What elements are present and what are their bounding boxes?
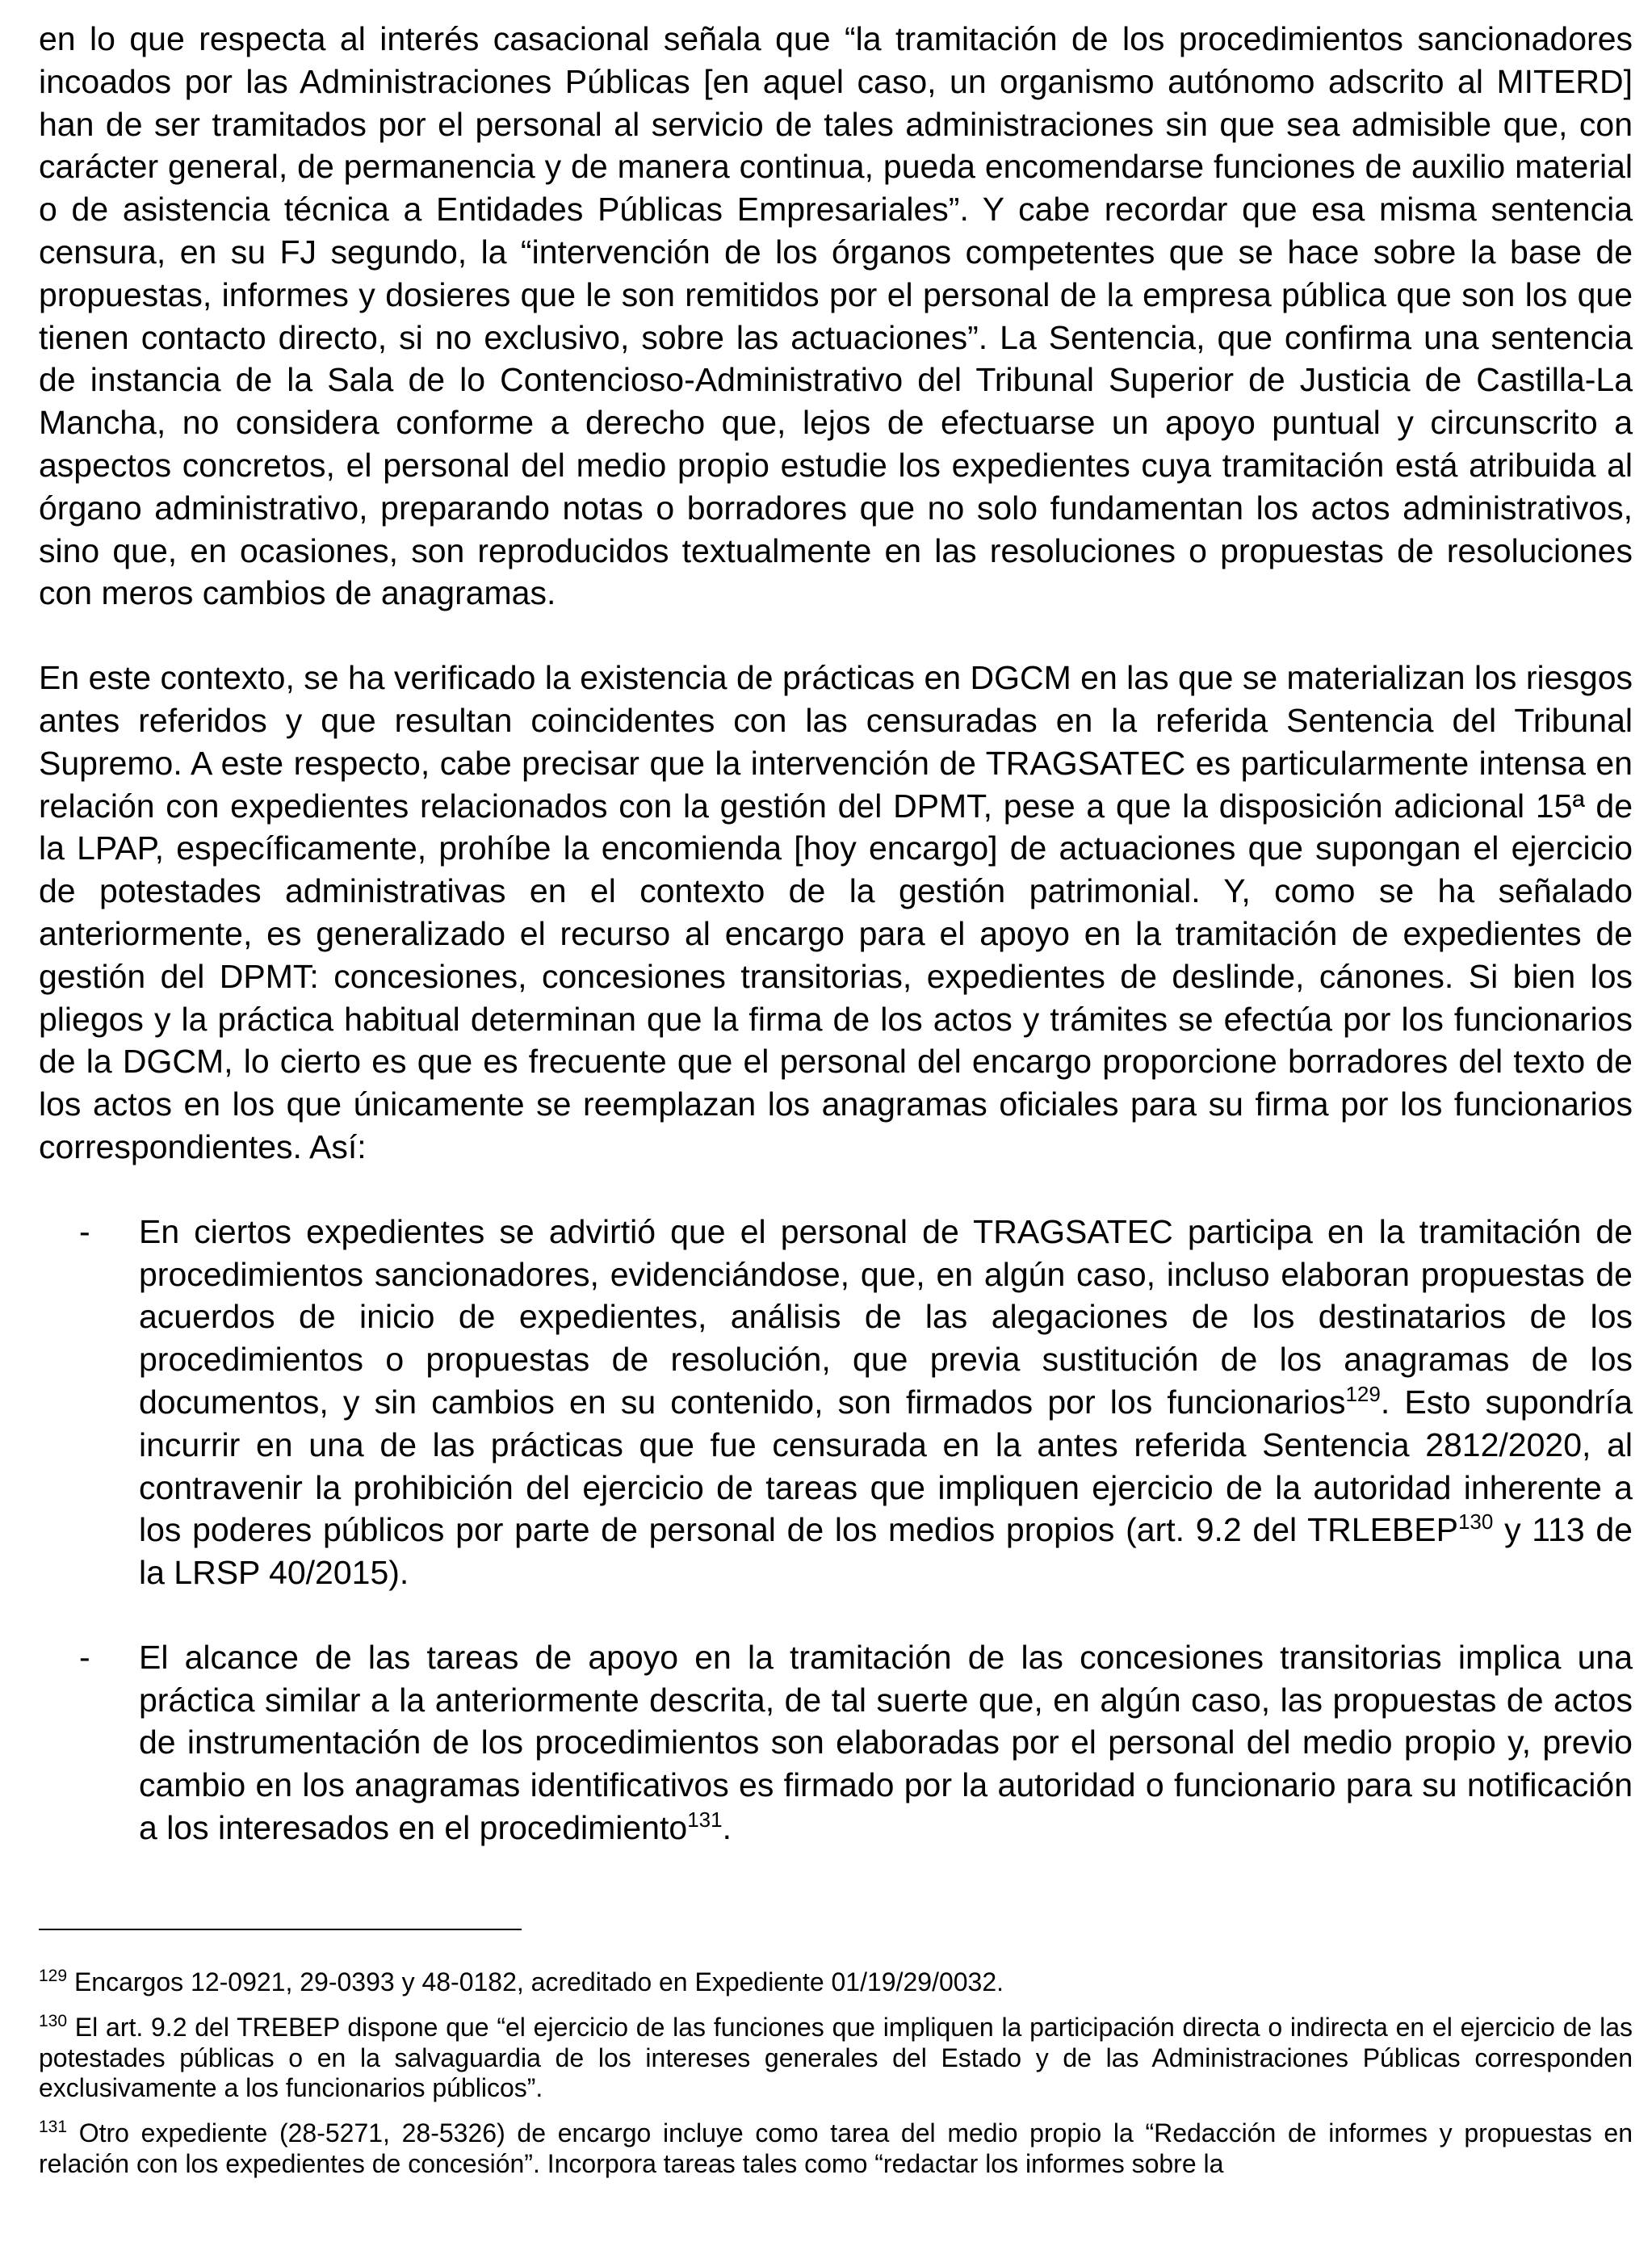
bullet-text: . Esto supondría incurrir en una de las prácticas que fue censurada en la antes referida Sentencia 2812/2020, al contravenir la prohibición del ejercicio de tareas que impliquen ejercicio de la autoridad inherente a los poderes públicos por parte de personal de los medios propios (art. 9.2 del TRLEBEP (139, 1383, 1633, 1549)
footnote-129 (39, 1967, 1633, 1998)
footnote-ref-129[interactable]: 129 (1345, 1381, 1381, 1406)
bullet-text: El alcance de las tareas de apoyo en la tramitación de las concesiones transitorias implica una práctica similar a la anteriormente descrita, de tal suerte que, en algún caso, las propuestas de actos de instrumentación de los procedimientos son elaboradas por el personal del medio propio y, previo cambio en los anagramas identificativos es firmado por la autoridad o funcionario para su notificación a los interesados en el procedimiento (139, 1638, 1633, 1847)
footnote-number: 130 (39, 2011, 68, 2030)
footnote-text: El art. 9.2 del TREBEP dispone que “el ejercicio de las funciones que impliquen la participación directa o indirecta en el ejercicio de las potestades públicas o en la salvaguardia de los intereses generales del Estado y de las Administraciones Públicas corresponden exclusivamente a los funcionarios públicos”. (39, 2012, 1633, 2103)
paragraph-gap (39, 615, 1633, 657)
footnote-131 (39, 2118, 1633, 2180)
footnote-number: 131 (39, 2118, 68, 2137)
footnote-130 (39, 2013, 1633, 2104)
paragraph-interes-casacional: en lo que respecta al interés casacional señala que “la tramitación de los procedimientos sancionadores incoados por las Administraciones Públicas [en aquel caso, un organismo autónomo adscrito al MITERD] han de ser tramitados por el personal al servicio de tales administraciones sin que sea admisible que, con carácter general, de permanencia y de manera continua, pueda encomendarse funciones de auxilio material o de asistencia técnica a Entidades Públicas Empresariales”. Y cabe recordar que esa misma sentencia censura, en su FJ segundo, la “intervención de los órganos competentes que se hace sobre la base de propuestas, informes y dosieres que le son remitidos por el personal de la empresa pública que son los que tienen contacto directo, si no exclusivo, sobre las actuaciones”. La Sentencia, que confirma una sentencia de instancia de la Sala de lo Contencioso-Administrativo del Tribunal Superior de Justicia de Castilla-La Mancha, no considera conforme a derecho que, lejos de efectuarse un apoyo puntual y circunscrito a aspectos concretos, el personal del medio propio estudie los expedientes cuya tramitación está atribuida al órgano administrativo, preparando notas o borradores que no solo fundamentan los actos administrativos, sino que, en ocasiones, son reproducidos textualmente en las resoluciones o propuestas de resoluciones con meros cambios de anagramas. (39, 20, 1633, 612)
footnote-text: Otro expediente (28-5271, 28-5326) de encargo incluye como tarea del medio propio la “Redacción de informes y propuestas en relación con los expedientes de concesión”. Incorpora tareas tales como “redactar los informes sobre la (39, 2118, 1633, 2178)
paragraph-gap (39, 1594, 1633, 1636)
bullet-text: En ciertos expedientes se advirtió que el personal de TRAGSATEC participa en la tramitación de procedimientos sancionadores, evidenciándose, que, en algún caso, incluso elaboran propuestas de acuerdos de inicio de expedientes, análisis de las alegaciones de los destinatarios de los procedimientos o propuestas de resolución, que previa sustitución de los anagramas de los documentos, y sin cambios en su contenido, son firmados por los funcionarios (139, 1212, 1633, 1421)
document-body (39, 18, 1633, 1849)
footnote-ref-130[interactable]: 130 (1457, 1509, 1494, 1535)
footnote-text: Encargos 12-0921, 29-0393 y 48-0182, acreditado en Expediente 01/19/29/0032. (67, 1967, 1004, 1996)
footnote-separator (39, 1929, 522, 1930)
paragraph-contexto-dgcm: En este contexto, se ha verificado la existencia de prácticas en DGCM en las que se materializan los riesgos antes referidos y que resultan coincidentes con las censuradas en la referida Sentencia del Tribunal Supremo. A este respecto, cabe precisar que la intervención de TRAGSATEC es particularmente intensa en relación con expedientes relacionados con la gestión del DPMT, pese a que la disposición adicional 15ª de la LPAP, específicamente, prohíbe la encomienda [hoy encargo] de actuaciones que supongan el ejercicio de potestades administrativas en el contexto de la gestión patrimonial. Y, como se ha señalado anteriormente, es generalizado el recurso al encargo para el apoyo en la tramitación de expedientes de gestión del DPMT: concesiones, concesiones transitorias, expedientes de deslinde, cánones. Si bien los pliegos y la práctica habitual determinan que la firma de los actos y trámites se efectúa por los funcionarios de la DGCM, lo cierto es que es frecuente que el personal del encargo proporcione borradores del texto de los actos en los que únicamente se reemplazan los anagramas oficiales para su firma por los funcionarios correspondientes. Así: (39, 659, 1633, 1165)
list-item-concesiones-transitorias (39, 1636, 1633, 1849)
footnote-number: 129 (39, 1967, 68, 1985)
footnotes-section (39, 1929, 1633, 2194)
paragraph-gap (39, 1169, 1633, 1211)
bullet-dash: - (79, 1212, 90, 1250)
bullet-text: y 113 de la LRSP 40/2015). (139, 1511, 1633, 1592)
bullet-dash: - (79, 1638, 90, 1676)
footnote-ref-131[interactable]: 131 (687, 1807, 723, 1833)
list-item-procedimientos-sancionadores (39, 1211, 1633, 1594)
bullet-text: . (722, 1809, 732, 1847)
